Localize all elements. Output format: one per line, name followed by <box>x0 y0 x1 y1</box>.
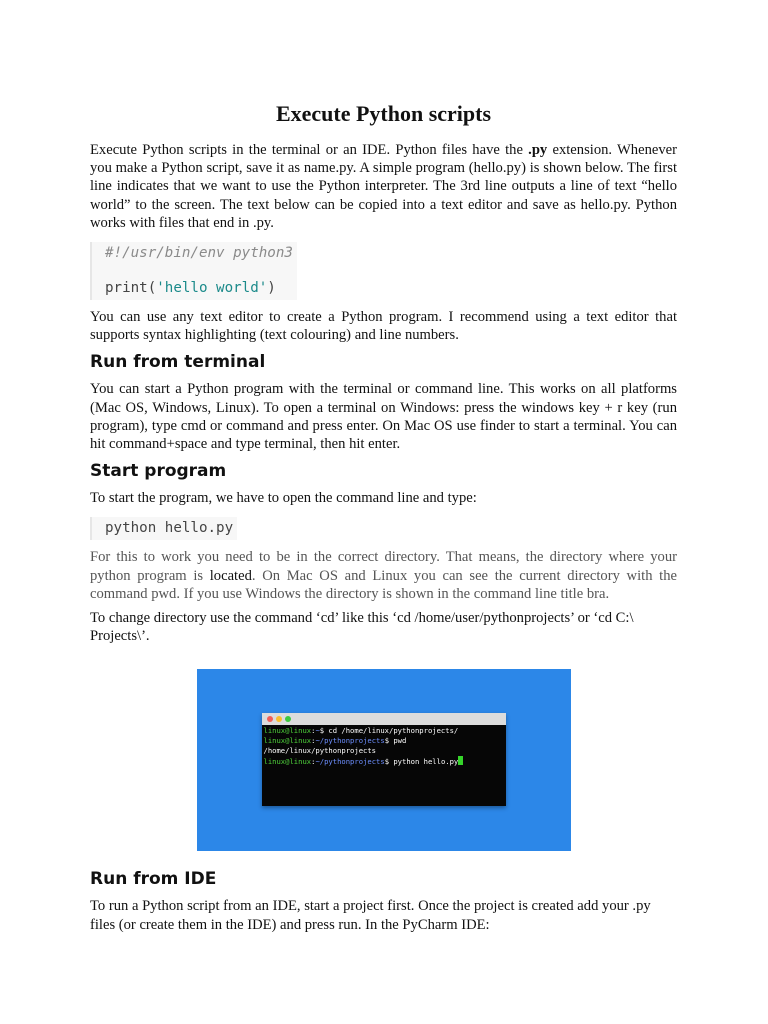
intro-text-before: Execute Python scripts in the terminal or an IDE. Python files have the <box>90 142 529 158</box>
prompt-separator: : <box>311 726 316 736</box>
heading-run-from-ide: Run from IDE <box>90 869 217 890</box>
terminal-screenshot-figure <box>197 669 571 851</box>
code-blank-line <box>105 264 293 278</box>
prompt-user: linux@linux <box>263 757 312 767</box>
code-print-line <box>105 278 293 299</box>
prompt-path: ~ <box>315 726 320 736</box>
code-print-fn: print( <box>105 280 157 297</box>
command-line: python hello.py <box>105 520 234 537</box>
terminal-output <box>262 725 506 768</box>
code-print-string: 'hello world' <box>156 280 268 297</box>
terminal-window <box>262 713 506 806</box>
close-dot-icon <box>267 716 273 722</box>
heading-start-program: Start program <box>90 461 227 482</box>
prompt-user: linux@linux <box>263 726 312 736</box>
directory-text-before: For this to work you need to be in the correct directory. That means, the directory where your python program is <box>90 549 677 584</box>
directory-text-located: located <box>209 567 252 584</box>
prompt-separator: : <box>311 736 316 746</box>
editor-paragraph: You can use any text editor to create a Python program. I recommend using a text editor that supports syntax highlighting (text colouring) and line numbers. <box>90 309 677 344</box>
prompt-command: $ pwd <box>384 736 407 746</box>
prompt-separator: : <box>311 757 316 767</box>
directory-text-after: . On Mac OS and Linux you can see the current directory with the command pwd. If you use Windows the directory is shown in the command line title bra. <box>90 567 677 602</box>
terminal-title-bar <box>262 713 506 725</box>
prompt-path: ~/pythonprojects <box>315 736 385 746</box>
terminal-line <box>264 726 504 736</box>
terminal-paragraph: You can start a Python program with the terminal or command line. This works on all platforms (Mac OS, Windows, Linux). To open a terminal on Windows: press the windows key + r key (run program), type cmd or command and press enter. On Mac OS use finder to start a terminal. You can hit command+space and type terminal, then hit enter. <box>90 381 677 453</box>
terminal-line <box>264 756 504 767</box>
page-title: Execute Python scripts <box>275 101 492 126</box>
command-code-block <box>90 517 237 540</box>
code-shebang-line: #!/usr/bin/env python3 <box>105 245 293 262</box>
maximize-dot-icon <box>285 716 291 722</box>
prompt-path: ~/pythonprojects <box>315 757 385 767</box>
ide-paragraph: To run a Python script from an IDE, start a project first. Once the project is created add your .py files (or create them in the IDE) and press run. In the PyCharm IDE: <box>90 898 651 933</box>
terminal-line: /home/linux/pythonprojects <box>263 746 377 756</box>
terminal-cursor <box>458 756 463 765</box>
intro-paragraph <box>90 141 677 232</box>
terminal-line <box>264 736 504 746</box>
prompt-user: linux@linux <box>263 736 312 746</box>
intro-text-after: extension. Whenever you make a Python script, save it as name.py. A simple program (hello.py) is shown below. The first line indicates that we want to use the Python interpreter. The 3rd line outputs a line of text “hello world” to the screen. The text below can be copied into a text editor and save as hello.py. Python works with files that end in .py. <box>90 142 677 231</box>
document-page <box>90 100 677 940</box>
intro-bold-extension: .py <box>528 142 548 158</box>
cd-paragraph: To change directory use the command ‘cd’ like this ‘cd /home/user/pythonprojects’ or ‘cd C:\ Projects\’. <box>90 610 634 645</box>
minimize-dot-icon <box>276 716 282 722</box>
prompt-command: $ python hello.py <box>384 757 459 767</box>
directory-paragraph <box>90 548 677 603</box>
hello-code-block <box>90 242 297 300</box>
start-paragraph: To start the program, we have to open the command line and type: <box>90 490 477 507</box>
prompt-command: $ cd /home/linux/pythonprojects/ <box>319 726 459 736</box>
code-print-close: ) <box>267 280 276 297</box>
heading-run-from-terminal: Run from terminal <box>90 352 266 373</box>
